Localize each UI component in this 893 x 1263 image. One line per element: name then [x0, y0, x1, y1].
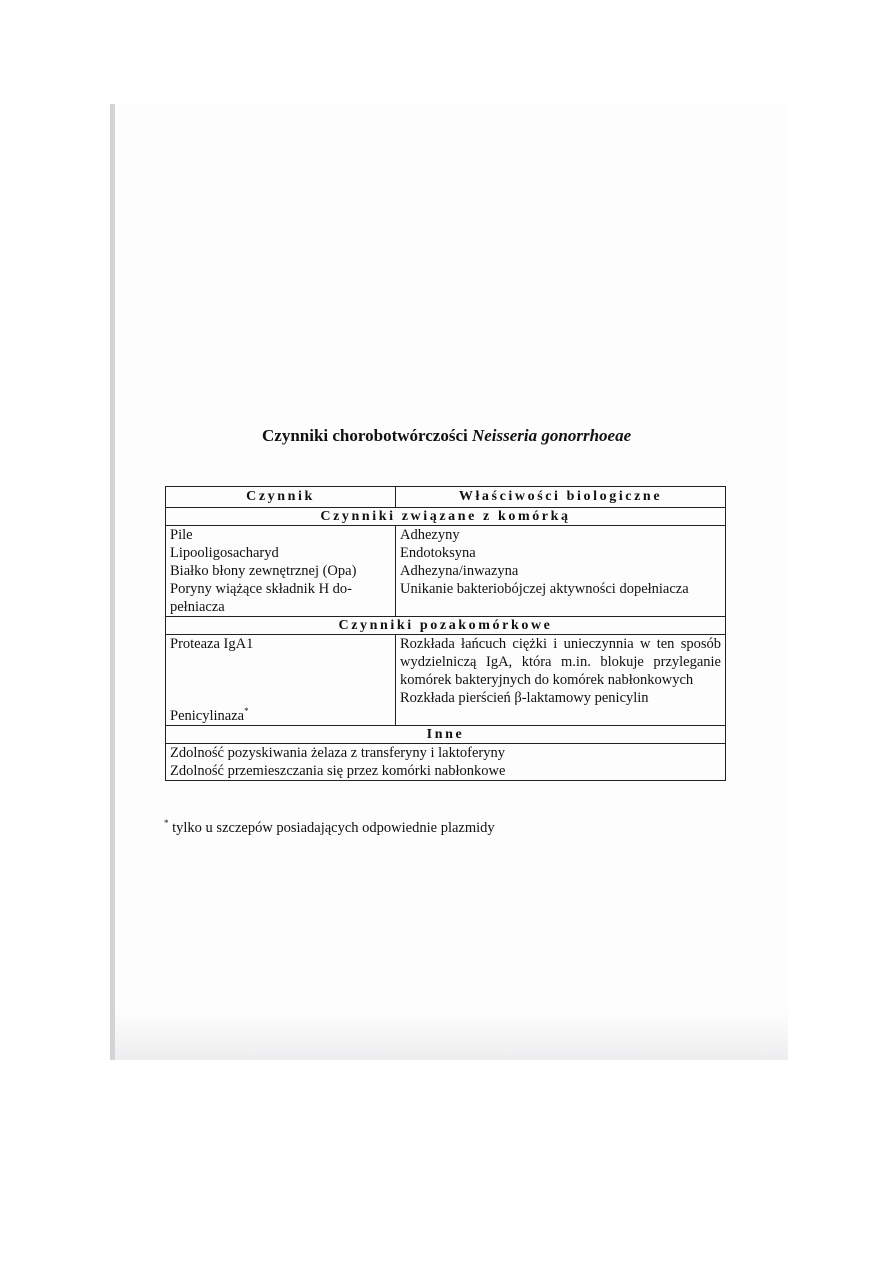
- property-complement-evasion: Unikanie bakteriobójczej aktywności dopełniacza: [400, 581, 689, 597]
- section-row: [166, 508, 726, 526]
- table-row: [166, 744, 726, 781]
- factor-iga1-protease: Proteaza IgA1: [170, 636, 254, 652]
- header-properties: Właściwości biologiczne: [396, 487, 726, 508]
- title-text: Czynniki chorobotwórczości: [262, 426, 472, 445]
- section-cell-extracellular: Czynniki pozakomórkowe: [166, 617, 726, 635]
- section-cell-other: Inne: [166, 726, 726, 744]
- factor-porins-line1: Poryny wiążące składnik H do-: [170, 581, 353, 597]
- property-iga-cleavage: Rozkłada łańcuch ciężki i unieczynnia w ten sposób wydzielniczą IgA, która m.in. blokuje przyleganie komórek bakteryjnych do komórek nabłonkowych: [400, 636, 721, 688]
- penicillinase-label: Penicylinaza: [170, 708, 245, 724]
- footnote-marker: *: [244, 706, 249, 717]
- property-cell: [396, 635, 726, 726]
- factor-lipooligosaccharide: Lipooligosacharyd: [170, 545, 279, 561]
- property-endotoxin: Endotoksyna: [400, 545, 476, 561]
- factor-opa-protein: Białko błony zewnętrznej (Opa): [170, 563, 357, 579]
- other-epithelial-transcytosis: Zdolność przemieszczania się przez komórki nabłonkowe: [170, 763, 506, 779]
- section-cell-associated: Czynniki związane z komórką: [166, 508, 726, 526]
- virulence-factors-table: [165, 486, 726, 781]
- factor-cell: [166, 526, 396, 617]
- header-factor: Czynnik: [166, 487, 396, 508]
- factor-porins-line2: pełniacza: [170, 599, 225, 615]
- page-shadow: [115, 1012, 788, 1060]
- other-cell: [166, 744, 726, 781]
- other-iron-acquisition: Zdolność pozyskiwania żelaza z transferyny i laktoferyny: [170, 745, 505, 761]
- property-beta-lactam: Rozkłada pierścień β-laktamowy penicylin: [400, 690, 649, 706]
- factor-cell: [166, 635, 396, 726]
- title-species: Neisseria gonorrhoeae: [471, 426, 632, 445]
- spacer: [170, 653, 391, 707]
- section-row: [166, 726, 726, 744]
- factor-pili: Pile: [170, 527, 193, 543]
- property-adhesins: Adhezyny: [400, 527, 460, 543]
- factor-penicillinase: [170, 707, 391, 725]
- footnote-star: *: [164, 818, 169, 829]
- table-row: [166, 526, 726, 617]
- document-title: [262, 426, 702, 446]
- footnote-text: tylko u szczepów posiadających odpowiednie plazmidy: [168, 820, 495, 836]
- section-row: [166, 617, 726, 635]
- property-cell: [396, 526, 726, 617]
- property-adhesin-invasin: Adhezyna/inwazyna: [400, 563, 519, 579]
- table-row: [166, 635, 726, 726]
- footnote: [164, 820, 495, 837]
- table-header-row: [166, 487, 726, 508]
